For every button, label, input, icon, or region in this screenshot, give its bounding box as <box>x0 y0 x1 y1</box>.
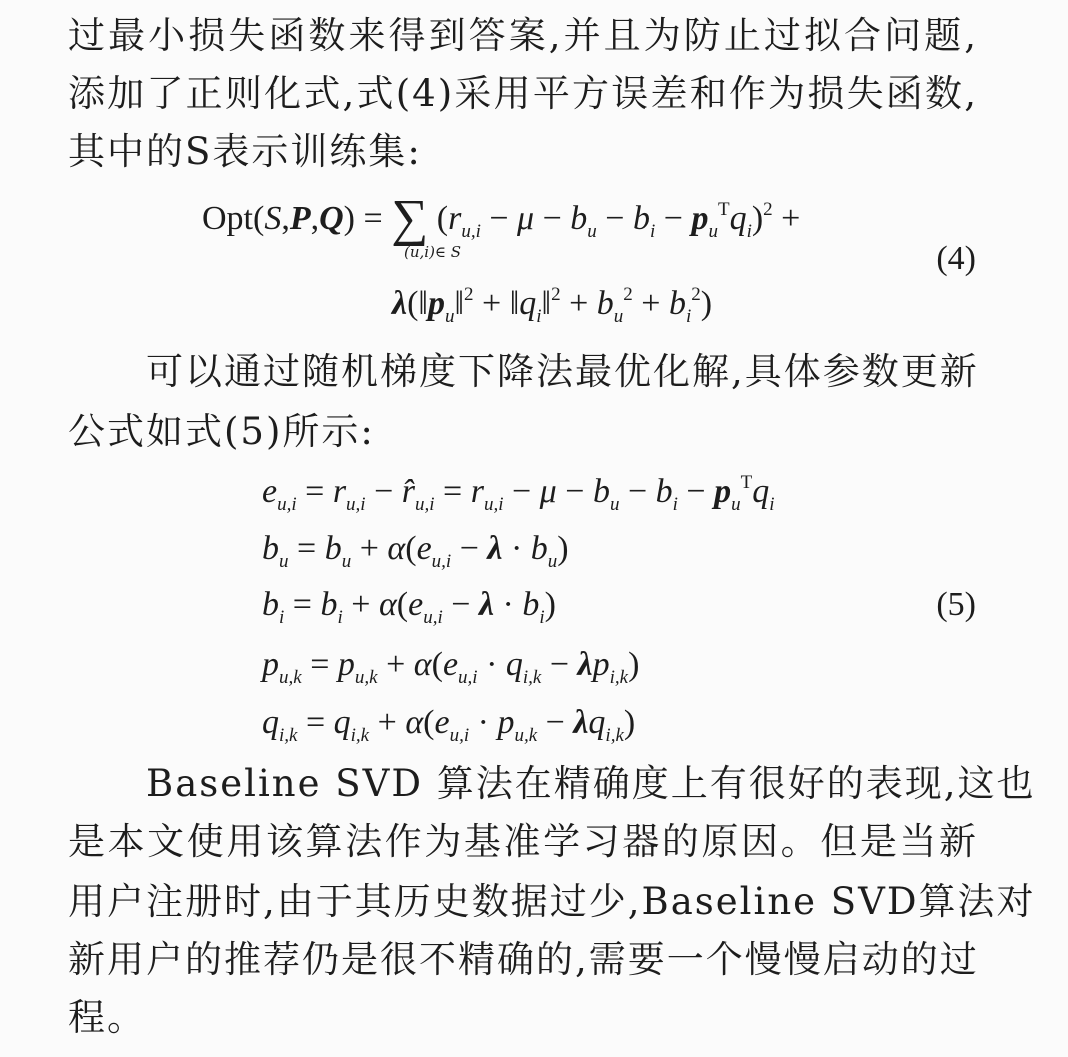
paragraph-2-line-2: 公式如式(5)所示: <box>68 410 375 453</box>
equation-5-number: (5) <box>936 586 976 623</box>
equation-5-line-1: $e_{u,i} = r_{u,i}$ − $r̂_{u,i} = r_{u,i} - \mu - b_u - b_i - p_u^Tq_i$ <box>262 472 775 515</box>
equation-5-line-3: $b_i = b_i + \alpha(e_{u,i} - \lambda \cdot b_i)$ <box>262 586 556 628</box>
equation-5-line-5: $q_{i,k} = q_{i,k} + \alpha(e_{u,i} \cdot p_{u,k} - \lambda q_{i,k})$ <box>262 704 636 746</box>
equation-4-line-2: $\lambda(‖p_u‖^2$ + $‖q_i‖^2 + b_u^2 + b_i^2$) <box>392 284 713 327</box>
equation-4-number: (4) <box>936 240 976 277</box>
paragraph-1-line-2: 添加了正则化式,式(4)采用平方误差和作为损失函数, <box>68 72 978 115</box>
paragraph-1-line-3: 其中的S表示训练集: <box>68 130 422 173</box>
paragraph-2-line-1: 可以通过随机梯度下降法最优化解,具体参数更新 <box>146 350 979 393</box>
equation-4-sum-subscript: (u,i)∈ S <box>404 243 462 261</box>
equation-5-line-4: $p_{u,k} = p_{u,k} + \alpha(e_{u,i} \cdot q_{i,k} - \lambda p_{i,k})$ <box>262 646 640 688</box>
paragraph-3-line-1: Baseline SVD 算法在精确度上有很好的表现,这也 <box>146 762 1036 805</box>
paragraph-3-line-3: 用户注册时,由于其历史数据过少,Baseline SVD算法对 <box>68 880 1036 923</box>
paragraph-1-line-1: 过最小损失函数来得到答案,并且为防止过拟合问题, <box>68 14 978 57</box>
paragraph-3-line-4: 新用户的推荐仍是很不精确的,需要一个慢慢启动的过 <box>68 938 979 981</box>
paragraph-3-line-2: 是本文使用该算法作为基准学习器的原因。但是当新 <box>68 820 978 863</box>
equation-4-line-1: Opt(S,P,Q) = ∑ $(r_{u,i} - \mu - b_u - b_i - p_u^Tq_i)^2$ + <box>202 190 801 247</box>
paragraph-3-line-5: 程。 <box>68 996 146 1039</box>
equation-5-line-2: $b_u = b_u + \alpha(e_{u,i} - \lambda \cdot b_u)$ <box>262 530 569 572</box>
